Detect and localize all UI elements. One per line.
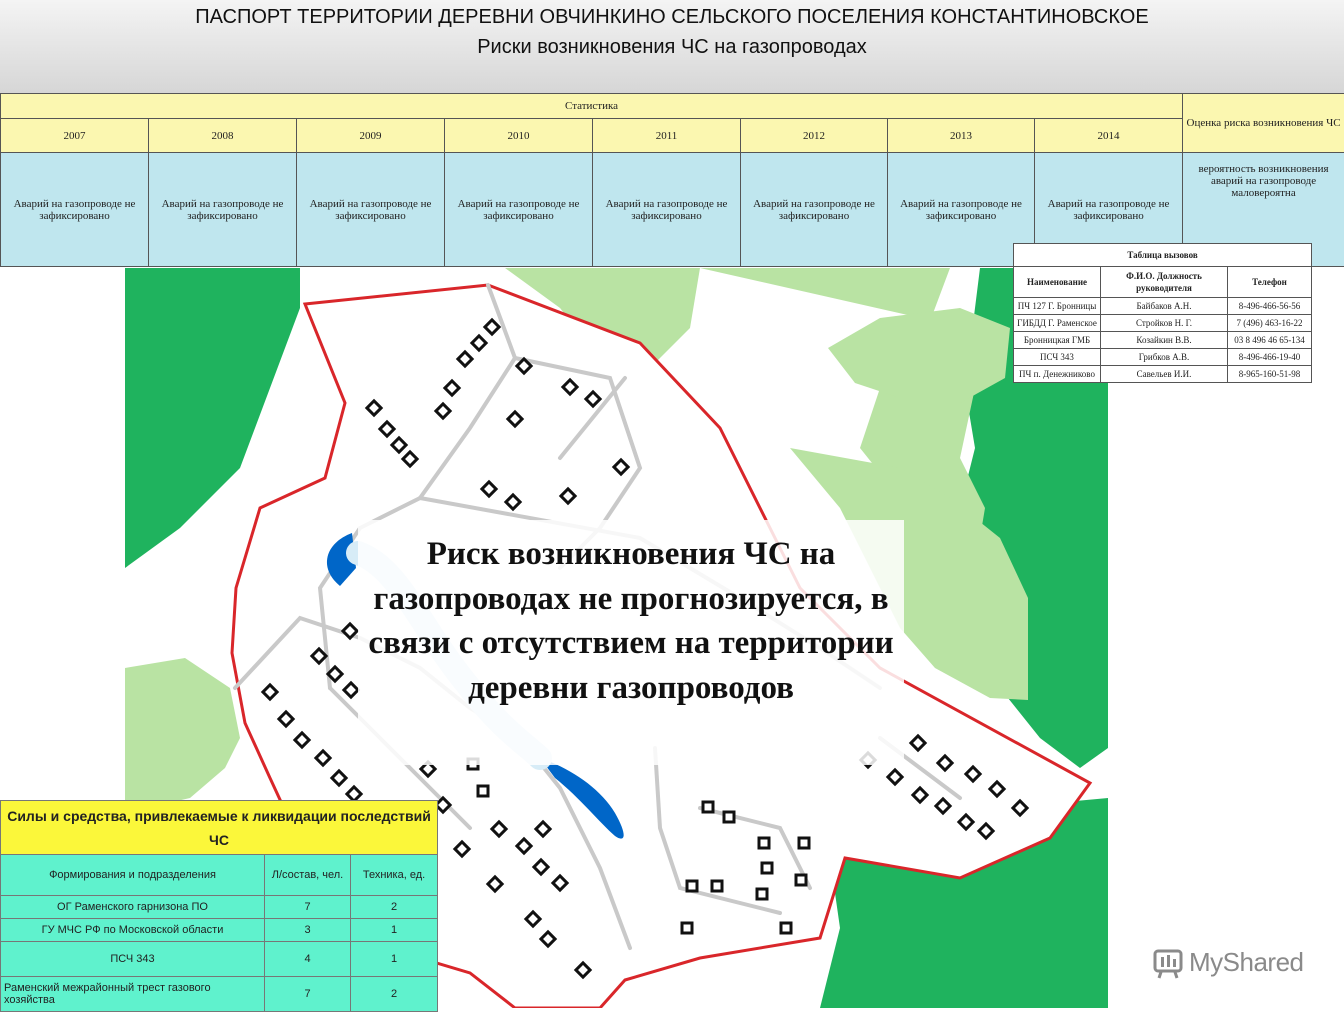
stat-value-cell: Аварий на газопроводе не зафиксировано (1, 153, 149, 267)
page-title: ПАСПОРТ ТЕРРИТОРИИ ДЕРЕВНИ ОВЧИНКИНО СЕЛЬСКОГО ПОСЕЛЕНИЯ КОНСТАНТИНОВСКОЕ (195, 6, 1149, 28)
forces-tech: 1 (351, 919, 438, 942)
forces-unit: ПСЧ 343 (1, 942, 265, 977)
call-head: Стройков Н. Г. (1101, 315, 1228, 332)
call-column-header: Ф.И.О. Должность руководителя (1101, 267, 1228, 298)
myshared-watermark (1151, 945, 1316, 981)
call-head: Савельев И.И. (1101, 366, 1228, 383)
call-phone: 8-965-160-51-98 (1228, 366, 1312, 383)
statistics-table (0, 93, 1344, 267)
year-cell: 2009 (297, 119, 445, 153)
stat-value-cell: Аварий на газопроводе не зафиксировано (888, 153, 1035, 267)
stat-value-cell: Аварий на газопроводе не зафиксировано (741, 153, 888, 267)
risk-notice (358, 520, 904, 765)
forces-staff: 3 (265, 919, 351, 942)
table-row (1014, 315, 1312, 332)
call-column-header: Телефон (1228, 267, 1312, 298)
house-icon (796, 875, 806, 885)
call-table-title: Таблица вызовов (1014, 244, 1312, 267)
call-name: Бронницкая ГМБ (1014, 332, 1101, 349)
stat-value-cell: Аварий на газопроводе не зафиксировано (297, 153, 445, 267)
page-header (0, 0, 1344, 95)
call-head: Козайкин В.В. (1101, 332, 1228, 349)
year-cell: 2007 (1, 119, 149, 153)
table-row (1, 896, 438, 919)
forces-staff: 7 (265, 977, 351, 1012)
year-cell: 2008 (149, 119, 297, 153)
stat-value-cell: Аварий на газопроводе не зафиксировано (149, 153, 297, 267)
call-phone: 7 (496) 463-16-22 (1228, 315, 1312, 332)
call-table (1013, 243, 1312, 383)
house-icon (757, 889, 767, 899)
call-phone: 8-496-466-56-56 (1228, 298, 1312, 315)
call-head: Грибков А.В. (1101, 349, 1228, 366)
table-row (1014, 366, 1312, 383)
call-phone: 03 8 496 46 65-134 (1228, 332, 1312, 349)
house-icon (799, 838, 809, 848)
house-icon (478, 786, 488, 796)
risk-header: Оценка риска возникновения ЧС (1183, 94, 1344, 153)
year-cell: 2013 (888, 119, 1035, 153)
call-name: ПЧ 127 Г. Бронницы (1014, 298, 1101, 315)
call-phone: 8-496-466-19-40 (1228, 349, 1312, 366)
forces-tech: 2 (351, 977, 438, 1012)
forces-column-header: Формирования и подразделения (1, 855, 265, 896)
forces-tech: 1 (351, 942, 438, 977)
house-icon (759, 838, 769, 848)
forces-column-header: Л/состав, чел. (265, 855, 351, 896)
year-cell: 2012 (741, 119, 888, 153)
stat-value-cell: Аварий на газопроводе не зафиксировано (593, 153, 741, 267)
forces-unit: ГУ МЧС РФ по Московской области (1, 919, 265, 942)
house-icon (703, 802, 713, 812)
table-row (1, 977, 438, 1012)
watermark-text: MyShared (1189, 947, 1304, 977)
forces-staff: 4 (265, 942, 351, 977)
forces-table (0, 800, 438, 1012)
house-icon (712, 881, 722, 891)
table-row (1, 919, 438, 942)
stat-value-cell: Аварий на газопроводе не зафиксировано (1035, 153, 1183, 267)
forces-unit: ОГ Раменского гарнизона ПО (1, 896, 265, 919)
year-cell: 2010 (445, 119, 593, 153)
call-name: ГИБДД Г. Раменское (1014, 315, 1101, 332)
house-icon (762, 863, 772, 873)
table-row (1, 942, 438, 977)
call-name: ПЧ п. Денежниково (1014, 366, 1101, 383)
forces-column-header: Техника, ед. (351, 855, 438, 896)
forces-staff: 7 (265, 896, 351, 919)
forces-title: Силы и средства, привлекаемые к ликвидации последствий ЧС (1, 801, 438, 855)
risk-notice-text: Риск возникновения ЧС на газопроводах не прогнозируется, в связи с отсутствием на территории деревни газопроводов (368, 536, 894, 706)
myshared-logo-icon (1151, 945, 1185, 979)
call-column-header: Наименование (1014, 267, 1101, 298)
forces-unit: Раменский межрайонный трест газового хозяйства (1, 977, 265, 1012)
forces-tech: 2 (351, 896, 438, 919)
house-icon (682, 923, 692, 933)
table-row (1014, 332, 1312, 349)
call-head: Байбаков А.Н. (1101, 298, 1228, 315)
table-row (1014, 298, 1312, 315)
call-name: ПСЧ 343 (1014, 349, 1101, 366)
page-subtitle: Риски возникновения ЧС на газопроводах (477, 36, 867, 58)
house-icon (781, 923, 791, 933)
statistics-header: Статистика (1, 94, 1183, 119)
house-icon (687, 881, 697, 891)
risk-value-cell: вероятность возникновения аварий на газопроводе маловероятна (1183, 153, 1344, 267)
stat-value-cell: Аварий на газопроводе не зафиксировано (445, 153, 593, 267)
table-row (1014, 349, 1312, 366)
house-icon (724, 812, 734, 822)
year-cell: 2014 (1035, 119, 1183, 153)
year-cell: 2011 (593, 119, 741, 153)
